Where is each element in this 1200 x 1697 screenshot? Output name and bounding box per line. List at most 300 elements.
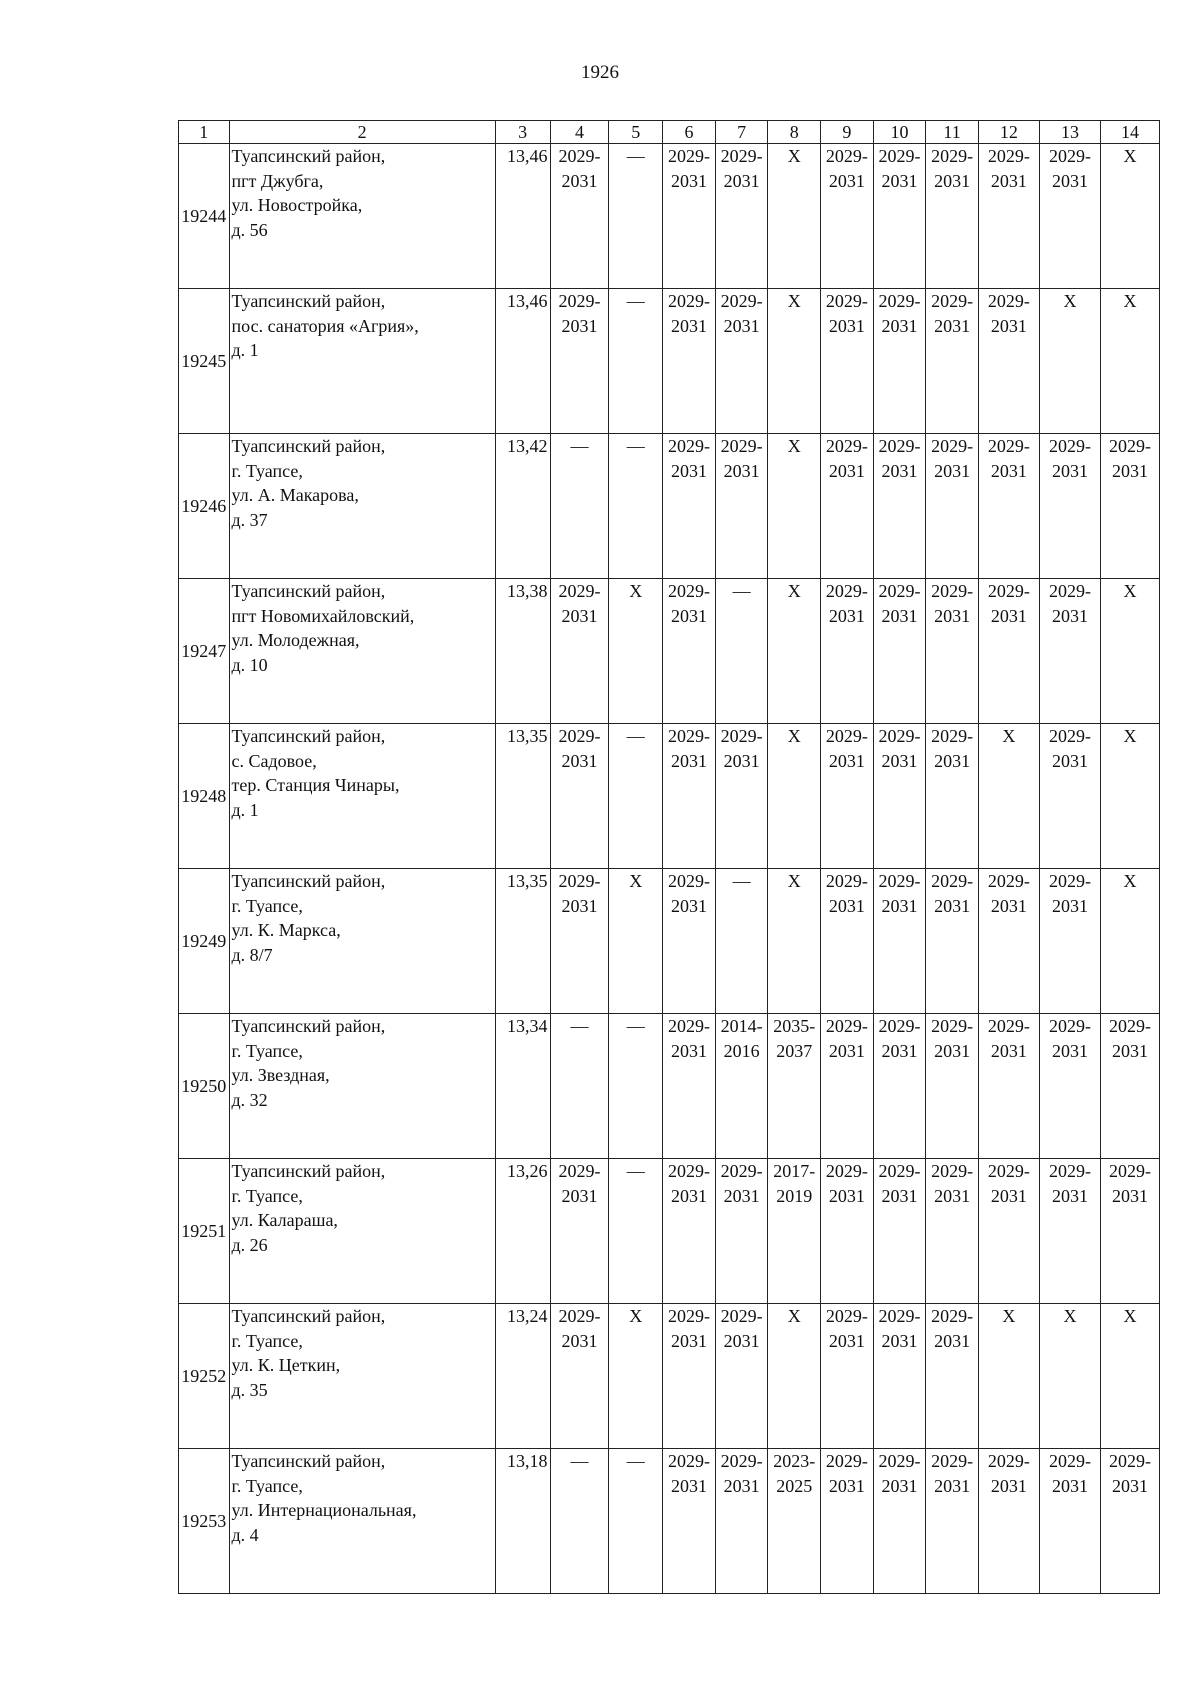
period-cell [978, 1159, 1039, 1304]
period-start: 2029- [987, 1016, 1030, 1036]
period-start: 2029- [667, 871, 710, 891]
period-start: 2029- [825, 436, 868, 456]
period-end: 2031 [723, 460, 760, 481]
period-cell [550, 579, 609, 724]
period-end: 2016 [723, 1040, 760, 1061]
address-line: с. Садовое, [231, 750, 317, 771]
period-cell: — [609, 434, 663, 579]
period-start: 2029- [878, 871, 921, 891]
period-cell: — [609, 1014, 663, 1159]
period-cell [663, 869, 716, 1014]
row-number: 19244 [179, 144, 230, 289]
period-cell [926, 1449, 979, 1594]
address-line: ул. Новостройка, [231, 195, 363, 215]
period-end: 2031 [561, 895, 598, 916]
period-cell [715, 1304, 768, 1449]
address-line: Туапсинский район, [231, 1161, 386, 1181]
column-header: 9 [821, 121, 874, 144]
period-start: 2029- [1108, 1161, 1151, 1181]
period-end: 2031 [561, 750, 598, 771]
address-line: Туапсинский район, [231, 1306, 386, 1326]
period-end: 2031 [990, 1040, 1027, 1061]
period-cell [768, 1449, 821, 1594]
period-end: 2031 [934, 1040, 971, 1061]
period-cell [821, 1159, 874, 1304]
period-end: 2031 [990, 605, 1027, 626]
period-cell: X [768, 289, 821, 434]
period-cell [715, 289, 768, 434]
period-cell [1039, 724, 1100, 869]
period-start: 2029- [987, 871, 1030, 891]
period-cell: X [978, 724, 1039, 869]
period-cell [663, 434, 716, 579]
value-cell: 13,26 [495, 1159, 550, 1304]
period-cell [715, 144, 768, 289]
period-end: 2031 [1111, 1475, 1148, 1496]
period-end: 2031 [723, 315, 760, 336]
period-cell: X [1039, 1304, 1100, 1449]
period-end: 2031 [1051, 1475, 1088, 1496]
period-cell [821, 289, 874, 434]
value-cell: 13,35 [495, 724, 550, 869]
period-start: 2029- [558, 146, 601, 166]
period-end: 2031 [828, 1185, 865, 1206]
period-cell [1039, 434, 1100, 579]
period-cell [821, 144, 874, 289]
address-line: Туапсинский район, [231, 871, 386, 891]
value-cell: 13,46 [495, 289, 550, 434]
period-start: 2029- [931, 871, 974, 891]
column-header: 5 [609, 121, 663, 144]
address-cell [229, 1449, 495, 1594]
period-end: 2031 [934, 1185, 971, 1206]
period-start: 2029- [931, 436, 974, 456]
row-number: 19248 [179, 724, 230, 869]
register-table [178, 120, 1160, 1594]
period-start: 2029- [931, 581, 974, 601]
period-start: 2029- [1048, 1451, 1091, 1471]
period-cell: X [1100, 869, 1159, 1014]
column-header: 2 [229, 121, 495, 144]
value-cell: 13,46 [495, 144, 550, 289]
period-end: 2031 [990, 895, 1027, 916]
period-cell [768, 1014, 821, 1159]
table-row [179, 144, 1160, 289]
period-cell: — [609, 1159, 663, 1304]
period-cell: X [1100, 289, 1159, 434]
column-header: 3 [495, 121, 550, 144]
period-end: 2031 [990, 460, 1027, 481]
row-number: 19246 [179, 434, 230, 579]
address-line: д. 37 [231, 509, 268, 530]
period-cell: X [1100, 579, 1159, 724]
address-cell [229, 1014, 495, 1159]
period-end: 2031 [990, 315, 1027, 336]
period-cell [978, 869, 1039, 1014]
period-end: 2031 [881, 605, 918, 626]
period-cell [715, 724, 768, 869]
period-cell [821, 724, 874, 869]
period-end: 2031 [934, 460, 971, 481]
row-number: 19250 [179, 1014, 230, 1159]
period-end: 2031 [670, 1040, 707, 1061]
value-cell: 13,35 [495, 869, 550, 1014]
period-cell [1039, 579, 1100, 724]
period-start: 2029- [931, 291, 974, 311]
period-cell: — [550, 1449, 609, 1594]
period-start: 2029- [1048, 871, 1091, 891]
period-start: 2029- [878, 1306, 921, 1326]
period-cell: — [715, 869, 768, 1014]
period-start: 2029- [987, 581, 1030, 601]
period-start: 2029- [931, 1161, 974, 1181]
period-cell [715, 1449, 768, 1594]
column-header: 10 [873, 121, 926, 144]
period-end: 2031 [934, 1475, 971, 1496]
period-end: 2031 [561, 1330, 598, 1351]
period-cell [821, 869, 874, 1014]
address-line: г. Туапсе, [231, 1475, 303, 1496]
period-start: 2029- [931, 146, 974, 166]
period-start: 2029- [825, 1306, 868, 1326]
period-end: 2031 [670, 605, 707, 626]
period-end: 2031 [670, 1475, 707, 1496]
period-cell: X [609, 579, 663, 724]
period-end: 2031 [881, 170, 918, 191]
period-end: 2031 [1051, 895, 1088, 916]
period-start: 2029- [878, 1161, 921, 1181]
period-cell [978, 289, 1039, 434]
period-end: 2031 [723, 1475, 760, 1496]
period-end: 2031 [670, 170, 707, 191]
period-cell [978, 434, 1039, 579]
period-start: 2029- [558, 1161, 601, 1181]
period-start: 2029- [558, 871, 601, 891]
address-cell [229, 434, 495, 579]
period-cell [1039, 144, 1100, 289]
period-cell [873, 869, 926, 1014]
period-cell [926, 724, 979, 869]
period-start: 2029- [825, 1451, 868, 1471]
table-row [179, 869, 1160, 1014]
period-cell [926, 434, 979, 579]
address-line: д. 10 [231, 654, 268, 675]
address-line: ул. Звездная, [231, 1065, 330, 1085]
table-header-row [179, 121, 1160, 144]
period-cell [550, 1304, 609, 1449]
period-start: 2029- [878, 581, 921, 601]
row-number: 19245 [179, 289, 230, 434]
period-cell: X [768, 869, 821, 1014]
period-cell [978, 144, 1039, 289]
period-end: 2031 [723, 750, 760, 771]
period-cell: — [715, 579, 768, 724]
period-start: 2017- [773, 1161, 816, 1181]
period-start: 2029- [878, 726, 921, 746]
period-cell [663, 289, 716, 434]
period-end: 2031 [934, 315, 971, 336]
period-cell [873, 1304, 926, 1449]
value-cell: 13,38 [495, 579, 550, 724]
period-end: 2031 [881, 895, 918, 916]
period-cell [821, 1014, 874, 1159]
period-end: 2031 [828, 1040, 865, 1061]
period-end: 2031 [670, 460, 707, 481]
table-row [179, 289, 1160, 434]
address-line: д. 1 [231, 799, 259, 820]
period-start: 2029- [987, 1451, 1030, 1471]
period-end: 2031 [1051, 1040, 1088, 1061]
period-start: 2029- [720, 1451, 763, 1471]
period-end: 2031 [934, 895, 971, 916]
period-start: 2029- [667, 436, 710, 456]
period-cell [550, 289, 609, 434]
period-start: 2029- [987, 436, 1030, 456]
period-cell [978, 1014, 1039, 1159]
period-end: 2031 [934, 605, 971, 626]
period-cell [978, 579, 1039, 724]
period-end: 2031 [670, 1185, 707, 1206]
address-line: Туапсинский район, [231, 436, 386, 456]
value-cell: 13,34 [495, 1014, 550, 1159]
period-end: 2037 [776, 1040, 813, 1061]
table-row [179, 1304, 1160, 1449]
period-cell [873, 1014, 926, 1159]
period-cell: — [609, 1449, 663, 1594]
period-cell [821, 579, 874, 724]
period-start: 2029- [878, 146, 921, 166]
period-cell [873, 1449, 926, 1594]
column-header: 11 [926, 121, 979, 144]
period-cell [1039, 1449, 1100, 1594]
period-start: 2029- [720, 291, 763, 311]
period-cell [663, 724, 716, 869]
period-end: 2031 [881, 1185, 918, 1206]
period-start: 2029- [667, 1016, 710, 1036]
period-end: 2031 [561, 315, 598, 336]
column-header: 7 [715, 121, 768, 144]
period-cell [1100, 434, 1159, 579]
period-end: 2031 [670, 315, 707, 336]
period-start: 2029- [987, 146, 1030, 166]
address-line: ул. Молодежная, [231, 630, 360, 650]
period-start: 2029- [931, 1306, 974, 1326]
period-cell [663, 579, 716, 724]
period-start: 2029- [667, 146, 710, 166]
address-line: д. 32 [231, 1089, 268, 1110]
period-start: 2029- [1048, 1161, 1091, 1181]
period-cell [926, 579, 979, 724]
period-end: 2031 [723, 1330, 760, 1351]
period-cell [768, 1159, 821, 1304]
period-cell [1039, 869, 1100, 1014]
column-header: 6 [663, 121, 716, 144]
period-end: 2031 [828, 170, 865, 191]
period-end: 2031 [1051, 460, 1088, 481]
period-end: 2031 [828, 315, 865, 336]
period-cell: X [978, 1304, 1039, 1449]
period-start: 2029- [667, 1161, 710, 1181]
period-cell [550, 869, 609, 1014]
period-cell: X [768, 1304, 821, 1449]
address-line: пгт Джубга, [231, 170, 324, 191]
period-cell [1100, 1159, 1159, 1304]
column-header: 8 [768, 121, 821, 144]
row-number: 19251 [179, 1159, 230, 1304]
period-start: 2029- [825, 581, 868, 601]
address-cell [229, 869, 495, 1014]
address-line: г. Туапсе, [231, 895, 303, 916]
period-end: 2031 [561, 1185, 598, 1206]
period-start: 2029- [558, 726, 601, 746]
period-cell [873, 1159, 926, 1304]
period-cell [926, 289, 979, 434]
period-cell [926, 869, 979, 1014]
table-row [179, 724, 1160, 869]
period-cell: X [768, 434, 821, 579]
period-start: 2029- [720, 146, 763, 166]
period-end: 2031 [1111, 460, 1148, 481]
address-line: Туапсинский район, [231, 1016, 386, 1036]
address-line: г. Туапсе, [231, 1040, 303, 1061]
period-start: 2029- [1108, 1451, 1151, 1471]
period-cell [1039, 1159, 1100, 1304]
period-end: 2031 [828, 460, 865, 481]
period-start: 2029- [931, 726, 974, 746]
table-row [179, 1159, 1160, 1304]
period-end: 2031 [561, 170, 598, 191]
period-cell [715, 1014, 768, 1159]
period-start: 2029- [987, 1161, 1030, 1181]
period-cell [663, 1014, 716, 1159]
column-header: 4 [550, 121, 609, 144]
address-line: пгт Новомихайловский, [231, 605, 415, 626]
period-start: 2029- [1048, 146, 1091, 166]
address-line: д. 4 [231, 1524, 259, 1545]
address-line: ул. Интернациональная, [231, 1500, 417, 1520]
period-end: 2031 [934, 1330, 971, 1351]
period-end: 2031 [670, 895, 707, 916]
period-end: 2031 [1051, 605, 1088, 626]
column-header: 12 [978, 121, 1039, 144]
period-end: 2031 [881, 460, 918, 481]
period-end: 2031 [1051, 1185, 1088, 1206]
period-end: 2031 [670, 750, 707, 771]
period-start: 2029- [825, 726, 868, 746]
period-start: 2029- [1048, 581, 1091, 601]
address-line: д. 1 [231, 340, 259, 360]
address-line: д. 56 [231, 219, 268, 240]
period-cell [821, 1304, 874, 1449]
period-cell: X [768, 144, 821, 289]
period-end: 2031 [881, 750, 918, 771]
period-end: 2031 [828, 750, 865, 771]
period-start: 2029- [720, 1306, 763, 1326]
period-cell [926, 1304, 979, 1449]
period-cell [873, 579, 926, 724]
period-start: 2029- [878, 436, 921, 456]
address-line: Туапсинский район, [231, 146, 386, 166]
period-start: 2029- [1048, 1016, 1091, 1036]
value-cell: 13,24 [495, 1304, 550, 1449]
address-line: ул. Калараша, [231, 1210, 338, 1230]
address-line: ул. К. Цеткин, [231, 1355, 341, 1375]
period-end: 2031 [828, 1330, 865, 1351]
row-number: 19253 [179, 1449, 230, 1594]
period-cell [663, 144, 716, 289]
column-header: 13 [1039, 121, 1100, 144]
period-cell [550, 144, 609, 289]
period-cell: — [609, 144, 663, 289]
address-line: Туапсинский район, [231, 1451, 386, 1471]
period-start: 2029- [825, 871, 868, 891]
page-number: 1926 [581, 62, 619, 83]
period-end: 2031 [1051, 170, 1088, 191]
period-start: 2029- [825, 1016, 868, 1036]
address-cell [229, 1304, 495, 1449]
address-line: пос. санатория «Агрия», [231, 315, 419, 336]
table-row [179, 434, 1160, 579]
column-header: 14 [1100, 121, 1159, 144]
period-cell [926, 1159, 979, 1304]
period-cell: — [609, 724, 663, 869]
period-cell: — [550, 1014, 609, 1159]
period-end: 2031 [881, 1475, 918, 1496]
address-line: Туапсинский район, [231, 726, 386, 746]
period-end: 2019 [776, 1185, 813, 1206]
period-end: 2031 [723, 1185, 760, 1206]
period-start: 2029- [667, 1306, 710, 1326]
period-start: 2035- [773, 1016, 816, 1036]
address-line: Туапсинский район, [231, 581, 386, 601]
period-end: 2031 [881, 1040, 918, 1061]
period-start: 2029- [558, 291, 601, 311]
address-line: Туапсинский район, [231, 291, 386, 311]
table-row [179, 1449, 1160, 1594]
period-start: 2029- [931, 1016, 974, 1036]
address-line: д. 8/7 [231, 944, 273, 965]
table-row [179, 1014, 1160, 1159]
period-end: 2031 [828, 1475, 865, 1496]
table-row [179, 579, 1160, 724]
period-cell [873, 289, 926, 434]
period-cell: X [609, 1304, 663, 1449]
period-end: 2031 [990, 1185, 1027, 1206]
period-start: 2029- [667, 1451, 710, 1471]
period-cell: X [768, 724, 821, 869]
period-end: 2031 [1051, 750, 1088, 771]
period-start: 2029- [878, 1016, 921, 1036]
period-end: 2031 [1111, 1040, 1148, 1061]
period-cell [663, 1159, 716, 1304]
period-start: 2029- [825, 146, 868, 166]
address-line: г. Туапсе, [231, 1330, 303, 1351]
period-cell [978, 1449, 1039, 1594]
period-end: 2031 [828, 895, 865, 916]
period-start: 2014- [720, 1016, 763, 1036]
period-cell [1100, 1449, 1159, 1594]
period-start: 2029- [1048, 726, 1091, 746]
period-start: 2029- [667, 581, 710, 601]
period-start: 2029- [720, 726, 763, 746]
period-cell [550, 724, 609, 869]
period-end: 2025 [776, 1475, 813, 1496]
period-cell [821, 1449, 874, 1594]
address-line: ул. А. Макарова, [231, 485, 359, 505]
period-start: 2029- [720, 436, 763, 456]
period-start: 2029- [878, 291, 921, 311]
period-start: 2029- [720, 1161, 763, 1181]
